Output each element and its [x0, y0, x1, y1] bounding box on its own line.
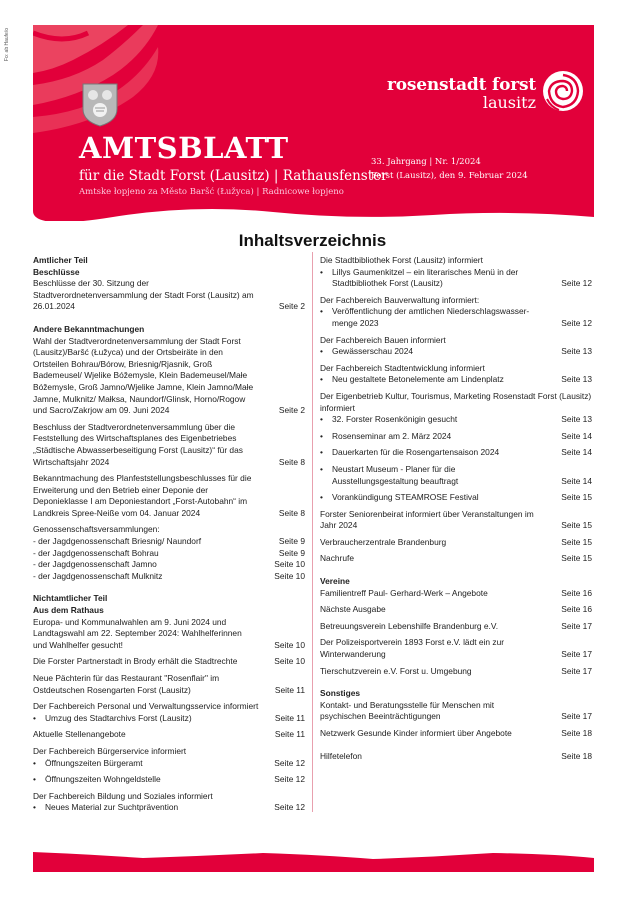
toc-entry[interactable] [320, 374, 592, 386]
section-heading: Amtlicher Teil [33, 255, 88, 265]
toc-entry-text: • Lillys Gaumenkitzel – ein literarisches Menü in der Stadtbibliothek Forst (Lausitz) [320, 267, 592, 290]
toc-entry-page: Seite 12 [274, 757, 305, 768]
toc-entry-page: Seite 15 [561, 492, 592, 503]
toc-entry[interactable] [320, 537, 592, 549]
toc-entry-text: Tierschutzverein e.V. Forst u. Umgebung [320, 665, 472, 676]
toc-entry-page: Seite 11 [274, 712, 305, 723]
brand-wordmark [387, 75, 536, 111]
toc-entry[interactable] [320, 431, 592, 443]
toc-entry[interactable] [33, 617, 305, 652]
toc-entry-text: • Rosenseminar am 2. März 2024 [320, 431, 592, 443]
toc-entry-page: Seite 12 [561, 278, 592, 289]
toc-entry[interactable] [33, 336, 305, 417]
subtitle: für die Stadt Forst (Lausitz) | Rathausfenster [79, 168, 388, 184]
toc-entry[interactable] [33, 673, 305, 696]
group-heading: Der Fachbereich Bauen informiert [320, 334, 446, 345]
issue-date: Forst (Lausitz), den 9. Februar 2024 [371, 171, 528, 181]
toc-entry[interactable] [320, 751, 592, 763]
subtitle-sorbian: Amtske łopjeno za Město Baršć (Łužyca) | Radnicowe łopjeno [79, 187, 344, 197]
toc-entry[interactable] [320, 267, 592, 290]
group-heading: Genossenschaftsversammlungen: [33, 524, 160, 535]
toc-entry-text: Betreuungsverein Lebenshilfe Brandenburg e.V. [320, 620, 499, 631]
toc-entry-text: • Neustart Museum - Planer für die Ausstellungsgestaltung beauftragt [320, 464, 592, 487]
toc-entry[interactable] [33, 774, 305, 786]
toc-entry-text: Forster Seniorenbeirat informiert über Veranstaltungen im Jahr 2024 [320, 508, 534, 531]
section-subheading: Beschlüsse [33, 266, 80, 277]
brand-sub: lausitz [482, 93, 536, 112]
toc-entry[interactable] [320, 637, 592, 660]
toc-entry[interactable] [320, 588, 592, 600]
group-heading: Der Fachbereich Bildung und Soziales informiert [33, 790, 213, 801]
section-heading: Andere Bekanntmachungen [33, 323, 145, 334]
toc-entry-page: Seite 16 [561, 587, 592, 598]
issue-number: 33. Jahrgang | Nr. 1/2024 [371, 157, 481, 167]
toc-entry-page: Seite 14 [561, 430, 592, 441]
section-subheading: Aus dem Rathaus [33, 605, 104, 616]
header-banner [33, 25, 594, 221]
toc-entry-text: • Öffnungszeiten Wohngeldstelle [33, 774, 305, 786]
toc-entry-page: Seite 9 [278, 536, 305, 547]
toc-entry[interactable] [320, 604, 592, 616]
toc-entry-text: • Umzug des Stadtarchivs Forst (Lausitz) [33, 713, 305, 725]
toc-entry-page: Seite 2 [278, 405, 305, 416]
group-heading: Die Stadtbibliothek Forst (Lausitz) informiert [320, 255, 483, 265]
toc-entry-page: Seite 14 [561, 447, 592, 458]
toc-entry[interactable] [33, 422, 305, 468]
toc-entry[interactable] [320, 447, 592, 459]
toc-entry-text: Netzwerk Gesunde Kinder informiert über Angebote [320, 728, 512, 738]
toc-entry[interactable] [320, 492, 592, 504]
toc-entry-page: Seite 18 [561, 750, 592, 761]
toc-entry-page: Seite 13 [561, 414, 592, 425]
toc-entry-text: • 32. Forster Rosenkönigin gesucht [320, 414, 592, 426]
toc-entry-text: Neue Pächterin für das Restaurant "Rosenflair" im Ostdeutschen Rosengarten Forst (Lausitz) [33, 673, 220, 695]
column-divider [312, 252, 313, 812]
toc-entry[interactable] [33, 536, 305, 548]
toc-entry[interactable] [33, 473, 305, 519]
toc-entry-text: Familientreff Paul- Gerhard-Werk – Angebote [320, 587, 488, 598]
toc-entry-page: Seite 9 [278, 547, 305, 558]
toc-entry[interactable] [320, 414, 592, 426]
toc-entry[interactable] [320, 666, 592, 678]
toc-entry[interactable] [33, 548, 305, 560]
toc-entry-text: Europa- und Kommunalwahlen am 9. Juni 2024 und Landtagswahl am 22. September 2024: Wahlhelferinnen und Wahlhelfer gesucht! [33, 616, 242, 650]
toc-entry-page: Seite 13 [561, 374, 592, 385]
toc-title: Inhaltsverzeichnis [238, 231, 387, 250]
toc-entry-page: Seite 13 [561, 346, 592, 357]
toc-entry[interactable] [33, 656, 305, 668]
group-heading: Der Fachbereich Bürgerservice informiert [33, 745, 187, 756]
toc-entry-page: Seite 8 [278, 456, 305, 467]
toc-entry[interactable] [320, 553, 592, 565]
toc-entry-text: • Dauerkarten für die Rosengartensaison 2024 [320, 447, 592, 459]
toc-entry-page: Seite 11 [274, 729, 305, 740]
toc-entry-page: Seite 11 [274, 684, 305, 695]
toc-entry-text: Der Polizeisportverein 1893 Forst e.V. lädt ein zur Winterwanderung [320, 637, 505, 660]
toc-entry-text: - der Jagdgenossenschaft Jamno [33, 559, 157, 570]
toc-entry-text: - der Jagdgenossenschaft Briesnig/ Naundorf [33, 536, 202, 547]
toc-entry-text: Wahl der Stadtverordnetenversammlung der Stadt Forst (Lausitz)/Baršć (Łužyca) und der Ortsbeiräte in den Ortsteilen Bohrau/Bórow, Briesnig/Rjasnik, Groß Bademeusel/ Wjelike Bóžemysle, Klein Bademeusel/Małe Bóžemysle, Groß Jamno/Wjelike Jamne, Klein Jamno/Małe Jamne, Mulknitz/ Małksa, Naundorf/Glinsk, Horno/Rogow und Sacro/Zakrjow am 09. Juni 2024 [33, 335, 254, 416]
toc-entry-text: • Neu gestaltete Betonelemente am Lindenplatz [320, 374, 592, 386]
toc-entry-page: Seite 12 [274, 802, 305, 813]
toc-entry[interactable] [33, 713, 305, 725]
toc-entry[interactable] [320, 346, 592, 358]
toc-entry-text: Hilfetelefon [320, 750, 362, 761]
toc-entry[interactable] [320, 306, 592, 329]
group-heading: Der Eigenbetrieb Kultur, Tourismus, Marketing Rosenstadt Forst (Lausitz) informiert [320, 390, 592, 413]
toc-entry[interactable] [33, 758, 305, 770]
section-heading: Nichtamtlicher Teil [33, 593, 108, 604]
toc-entry-text: • Veröffentlichung der amtlichen Niederschlagswasser-menge 2023 [320, 306, 592, 329]
toc-entry-page: Seite 15 [561, 520, 592, 531]
toc-entry-text: • Vorankündigung STEAMROSE Festival [320, 492, 592, 504]
rose-logo-icon [541, 69, 585, 113]
toc-entry-page: Seite 10 [274, 656, 305, 667]
toc-entry[interactable] [320, 728, 592, 740]
section-heading: Vereine [320, 576, 350, 587]
group-heading: Der Fachbereich Bauverwaltung informiert: [320, 294, 480, 305]
toc-entry[interactable] [320, 621, 592, 633]
toc-entry-page: Seite 17 [561, 711, 592, 722]
toc-entry-text: Kontakt- und Beratungsstelle für Menschen mit psychischen Beeinträchtigungen [320, 699, 495, 722]
toc-entry-page: Seite 17 [561, 620, 592, 631]
toc-entry-page: Seite 14 [561, 475, 592, 486]
toc-entry-text: Verbraucherzentrale Brandenburg [320, 536, 447, 547]
toc-entry-text: • Neues Material zur Suchtprävention [33, 802, 305, 814]
toc-entry-page: Seite 10 [274, 639, 305, 650]
group-heading: Der Fachbereich Personal und Verwaltungsservice informiert [33, 701, 259, 712]
toc-entry-page: Seite 8 [278, 507, 305, 518]
page-title: AMTSBLATT [79, 131, 289, 165]
toc-entry[interactable] [33, 559, 305, 571]
toc-entry-text: Bekanntmachung des Planfeststellungsbeschlusses für die Erweiterung und den Betrieb einer Deponie der Deponieklasse I am Deponiestandort „Forst-Autobahn“ im Landkreis Spree-Neiße vom 04. Januar 2024 [33, 473, 252, 518]
toc-entry-page: Seite 2 [278, 301, 305, 312]
toc-entry-text: - der Jagdgenossenschaft Mulknitz [33, 570, 163, 581]
toc-entry-text: • Gewässerschau 2024 [320, 346, 592, 358]
brand-name: rosenstadt forst [387, 75, 536, 95]
toc-entry[interactable] [33, 278, 305, 313]
toc-left-column [33, 255, 305, 819]
toc-entry-page: Seite 10 [274, 570, 305, 581]
toc-entry-page: Seite 10 [274, 559, 305, 570]
toc-entry[interactable] [320, 700, 592, 723]
footer-wave [33, 852, 594, 872]
group-heading: Der Fachbereich Stadtentwicklung informiert [320, 362, 485, 373]
toc-entry[interactable] [33, 802, 305, 814]
section-heading: Sonstiges [320, 688, 361, 699]
toc-entry-text: Die Forster Partnerstadt in Brody erhält die Stadtrechte [33, 656, 238, 667]
toc-entry-text: - der Jagdgenossenschaft Bohrau [33, 547, 159, 558]
toc-right-column [320, 255, 592, 767]
toc-entry-text: Nächste Ausgabe [320, 604, 386, 615]
toc-entry-page: Seite 15 [561, 536, 592, 547]
toc-entry-text: Beschlüsse der 30. Sitzung der Stadtverordnetenversammlung der Stadt Forst (Lausitz) am 26.01.2024 [33, 278, 254, 312]
issue-info [371, 155, 528, 183]
toc-entry[interactable] [33, 729, 305, 741]
toc-entry-text: Beschluss der Stadtverordnetenversammlung über die Feststellung des Wirtschaftsplanes des Eigenbetriebes „Städtische Abwasserbeseitigung Forst (Lausitz)“ für das Wirtschaftsjahr 2024 [33, 421, 243, 467]
toc-entry-text: Aktuelle Stellenangebote [33, 729, 126, 740]
toc-entry-page: Seite 16 [561, 604, 592, 615]
toc-entry-page: Seite 18 [561, 728, 592, 738]
toc-entry-text: Nachrufe [320, 553, 354, 564]
coat-of-arms-icon [82, 83, 118, 127]
toc-entry[interactable] [320, 464, 592, 487]
toc-entry[interactable] [33, 571, 305, 583]
toc-entry-page: Seite 15 [561, 553, 592, 564]
toc-entry-page: Seite 17 [561, 665, 592, 676]
toc-entry-text: • Öffnungszeiten Bürgeramt [33, 758, 305, 770]
toc-entry-page: Seite 17 [561, 649, 592, 660]
toc-entry[interactable] [320, 509, 592, 532]
photo-credit: Fo: ab Haufe/o [4, 28, 10, 62]
toc-entry-page: Seite 12 [274, 774, 305, 785]
toc-entry-page: Seite 12 [561, 317, 592, 328]
